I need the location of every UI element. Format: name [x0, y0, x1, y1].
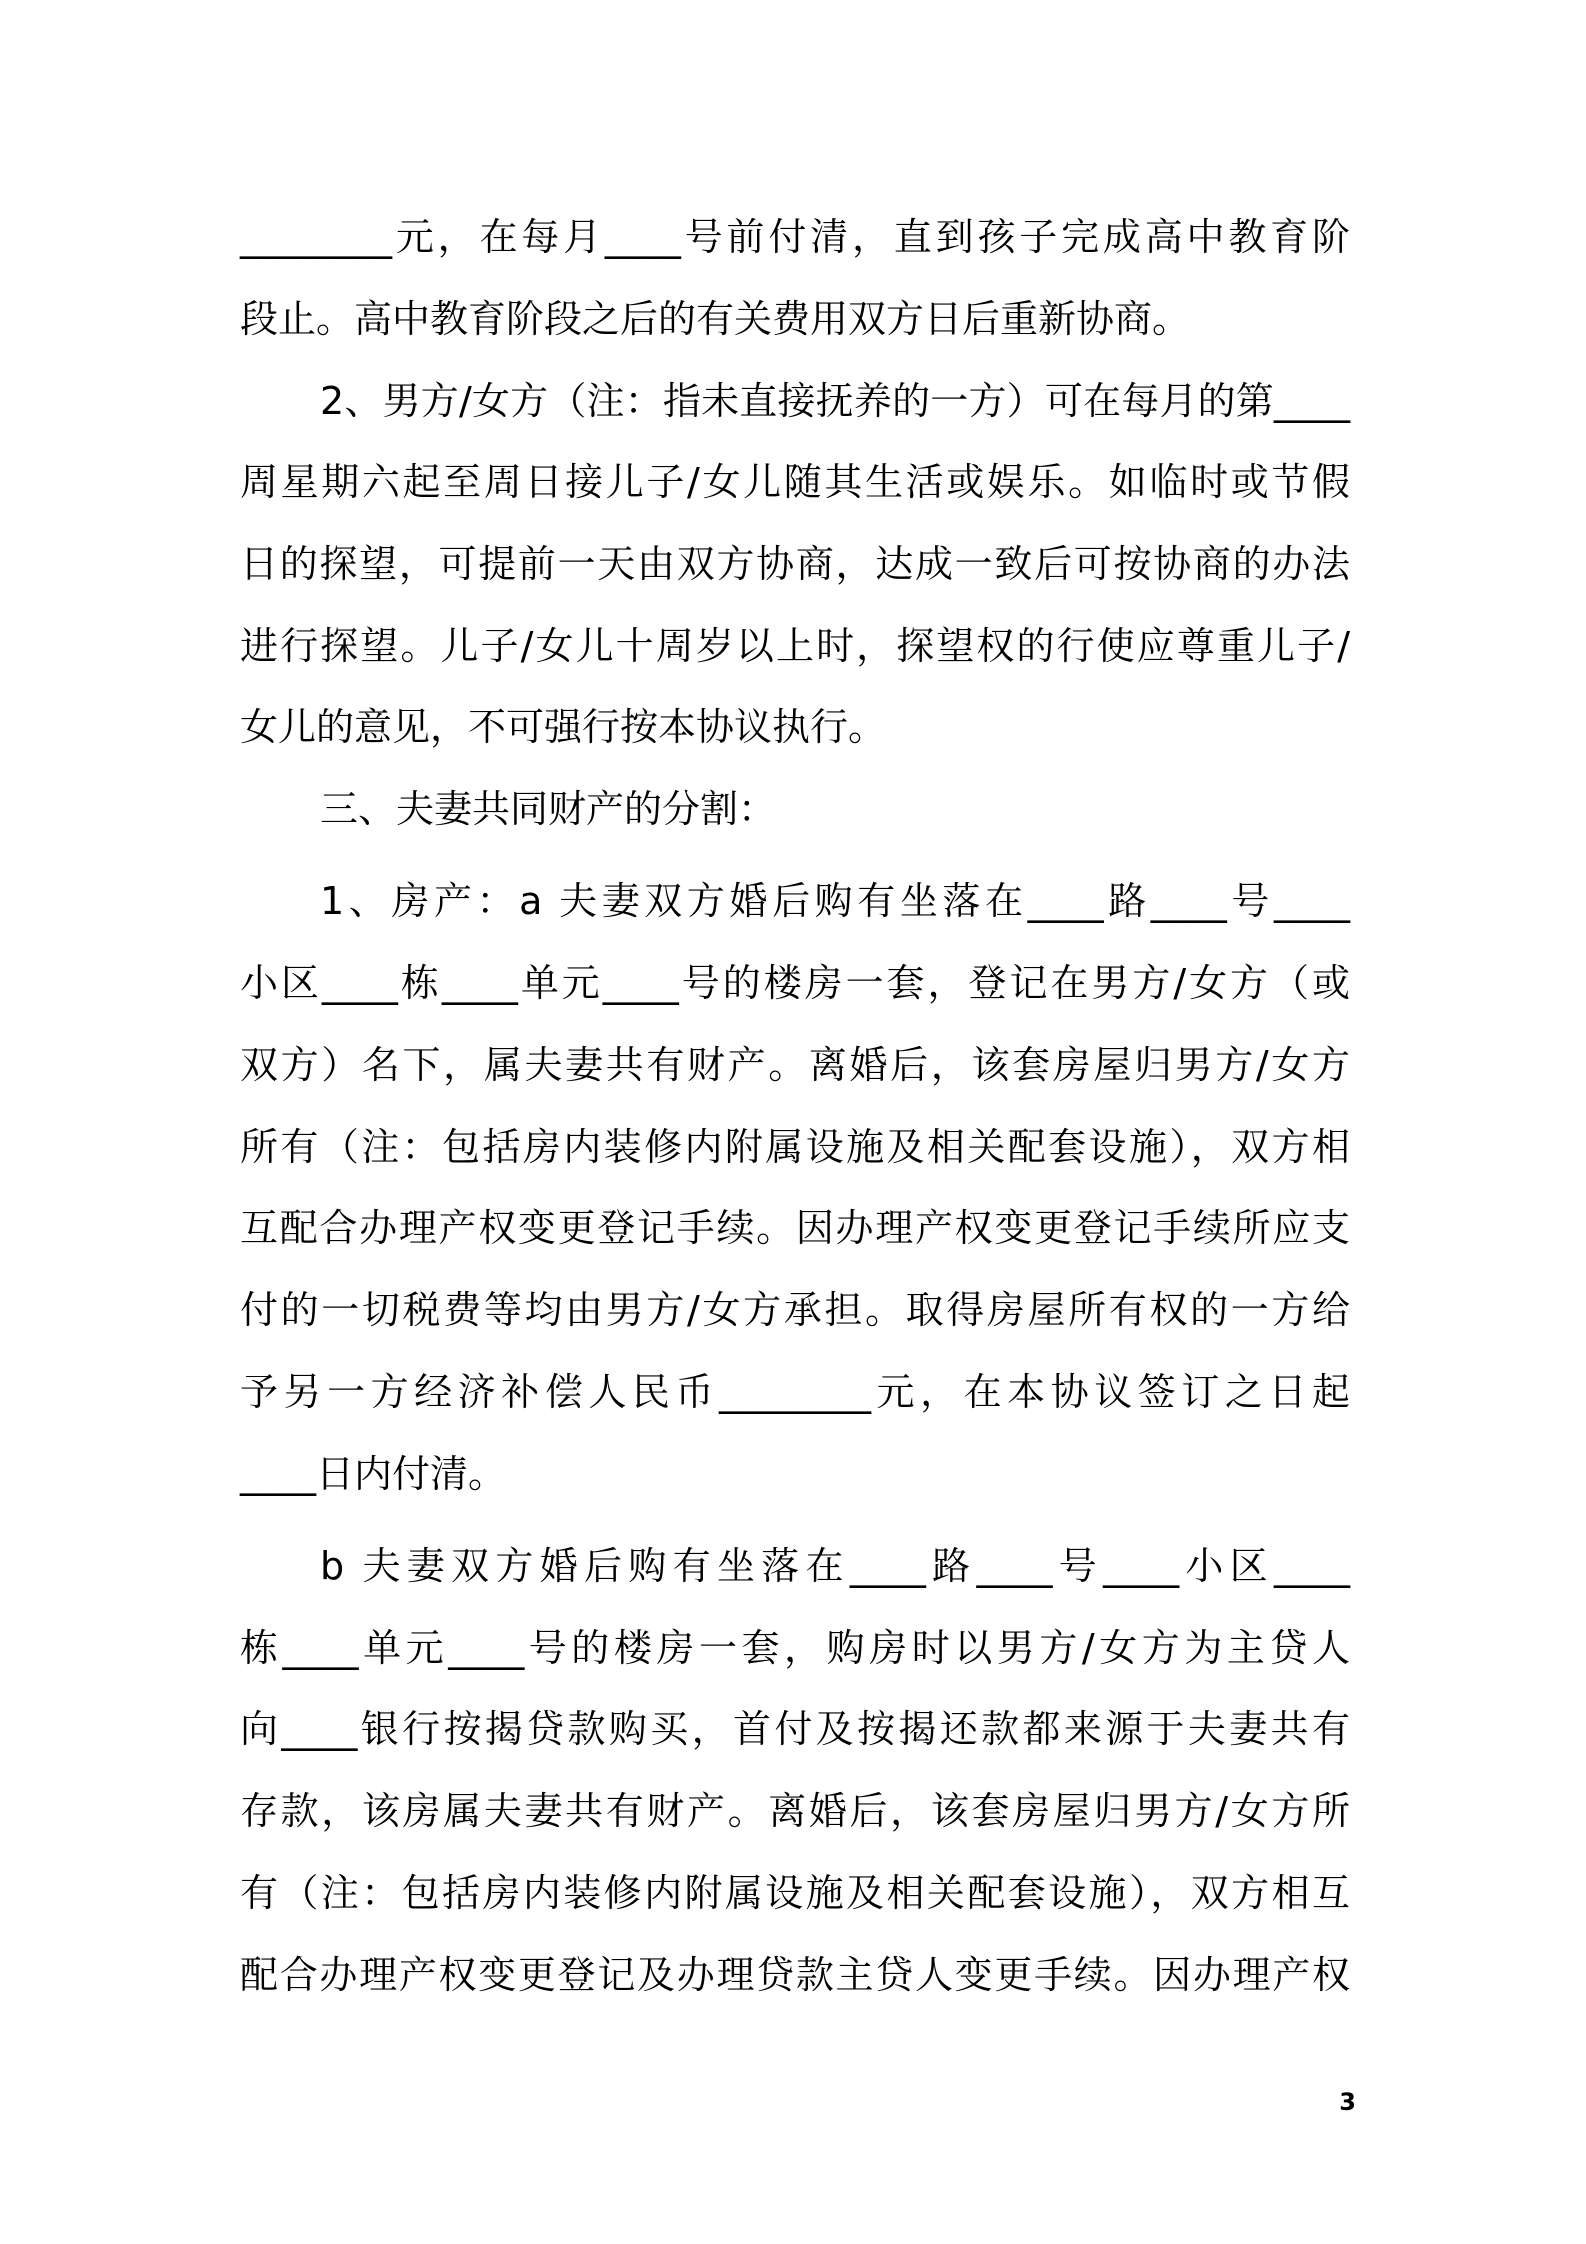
text-line: 进行探望。儿子/女儿十周岁以上时，探望权的行使应尊重儿子/	[240, 624, 1350, 668]
section-heading: 三、夫妻共同财产的分割：	[320, 787, 777, 831]
text-line: 存款，该房属夫妻共有财产。离婚后，该套房屋归男方/女方所	[240, 1789, 1350, 1833]
text-line: 1、房产：a 夫妻双方婚后购有坐落在____路____号____	[320, 879, 1350, 923]
page-number: 3	[1339, 2088, 1356, 2116]
text-line: b 夫妻双方婚后购有坐落在____路____号____小区____	[320, 1544, 1350, 1588]
text-line: 所有（注：包括房内装修内附属设施及相关配套设施），双方相	[240, 1125, 1350, 1169]
text-line: 向____银行按揭贷款购买，首付及按揭还款都来源于夫妻共有	[240, 1707, 1350, 1751]
text-line: 予另一方经济补偿人民币________元，在本协议签订之日起	[240, 1370, 1350, 1414]
text-line: ____日内付清。	[240, 1452, 507, 1496]
text-line: 2、男方/女方（注：指未直接抚养的一方）可在每月的第____	[320, 379, 1350, 423]
text-line: 小区____栋____单元____号的楼房一套，登记在男方/女方（或	[240, 961, 1350, 1005]
text-line: 周星期六起至周日接儿子/女儿随其生活或娱乐。如临时或节假	[240, 460, 1350, 504]
text-line: 双方）名下，属夫妻共有财产。离婚后，该套房屋归男方/女方	[240, 1043, 1350, 1087]
text-line: ________元，在每月____号前付清，直到孩子完成高中教育阶	[240, 215, 1350, 259]
text-line: 女儿的意见，不可强行按本协议执行。	[240, 705, 887, 749]
text-line: 日的探望，可提前一天由双方协商，达成一致后可按协商的办法	[240, 542, 1350, 586]
text-line: 配合办理产权变更登记及办理贷款主贷人变更手续。因办理产权	[240, 1953, 1350, 1997]
text-line: 付的一切税费等均由男方/女方承担。取得房屋所有权的一方给	[240, 1288, 1350, 1332]
text-line: 栋____单元____号的楼房一套，购房时以男方/女方为主贷人	[240, 1626, 1350, 1670]
text-line: 互配合办理产权变更登记手续。因办理产权变更登记手续所应支	[240, 1206, 1350, 1250]
text-line: 有（注：包括房内装修内附属设施及相关配套设施），双方相互	[240, 1871, 1350, 1915]
text-line: 段止。高中教育阶段之后的有关费用双方日后重新协商。	[240, 297, 1191, 341]
